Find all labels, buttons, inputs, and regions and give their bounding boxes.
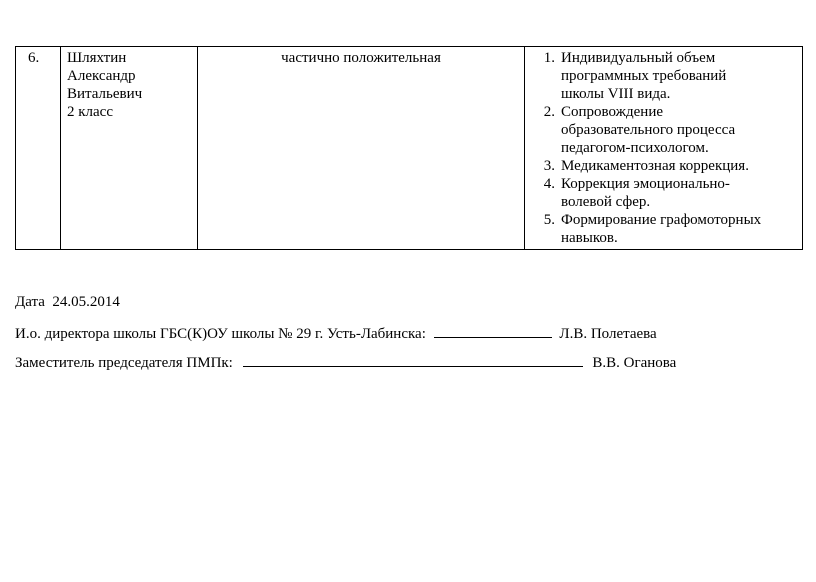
list-item — [543, 103, 796, 157]
row-number: 6. — [16, 47, 61, 250]
list-item-text: Формирование графомоторных — [561, 212, 762, 228]
status-cell: частично положительная — [198, 47, 525, 250]
list-item-text: Медикаментозная коррекция. — [561, 158, 749, 174]
list-item — [543, 49, 796, 103]
list-item-number: 4. — [543, 176, 555, 192]
student-first-name: Александр — [67, 68, 136, 84]
list-item-number: 1. — [543, 50, 555, 66]
list-item-text: образовательного процесса — [561, 122, 736, 138]
director-line — [15, 323, 657, 343]
list-item — [543, 175, 796, 211]
table-row — [16, 47, 803, 250]
date-value: 24.05.2014 — [52, 294, 120, 310]
date-label: Дата — [15, 294, 45, 310]
deputy-line — [15, 352, 676, 372]
date-line — [15, 293, 120, 311]
list-item-number: 3. — [543, 158, 555, 174]
director-signature-line — [434, 323, 552, 338]
student-grade: 2 класс — [67, 104, 113, 120]
list-item-text: навыков. — [561, 230, 618, 246]
student-surname: Шляхтин — [67, 50, 127, 66]
deputy-signature-line — [243, 352, 583, 367]
list-item — [543, 157, 796, 175]
student-patronymic: Витальевич — [67, 86, 143, 102]
list-item — [543, 211, 796, 247]
students-table — [15, 46, 803, 250]
list-item-number: 2. — [543, 104, 555, 120]
list-item-text: Коррекция эмоционально- — [561, 176, 730, 192]
director-label: И.о. директора школы ГБС(К)ОУ школы № 29 г. Усть-Лабинска: — [15, 326, 426, 342]
list-item-text: Индивидуальный объем — [561, 50, 716, 66]
list-item-text: программных требований — [561, 68, 727, 84]
measures-list — [531, 49, 796, 247]
deputy-name: В.В. Оганова — [592, 355, 677, 371]
student-name-cell — [61, 47, 198, 250]
list-item-text: Сопровождение — [561, 104, 664, 120]
list-item-text: школы VIII вида. — [561, 86, 671, 102]
measures-cell — [525, 47, 803, 250]
deputy-label: Заместитель председателя ПМПк: — [15, 355, 233, 371]
list-item-number: 5. — [543, 212, 555, 228]
list-item-text: волевой сфер. — [561, 194, 651, 210]
list-item-text: педагогом-психологом. — [561, 140, 709, 156]
director-name: Л.В. Полетаева — [559, 326, 657, 342]
